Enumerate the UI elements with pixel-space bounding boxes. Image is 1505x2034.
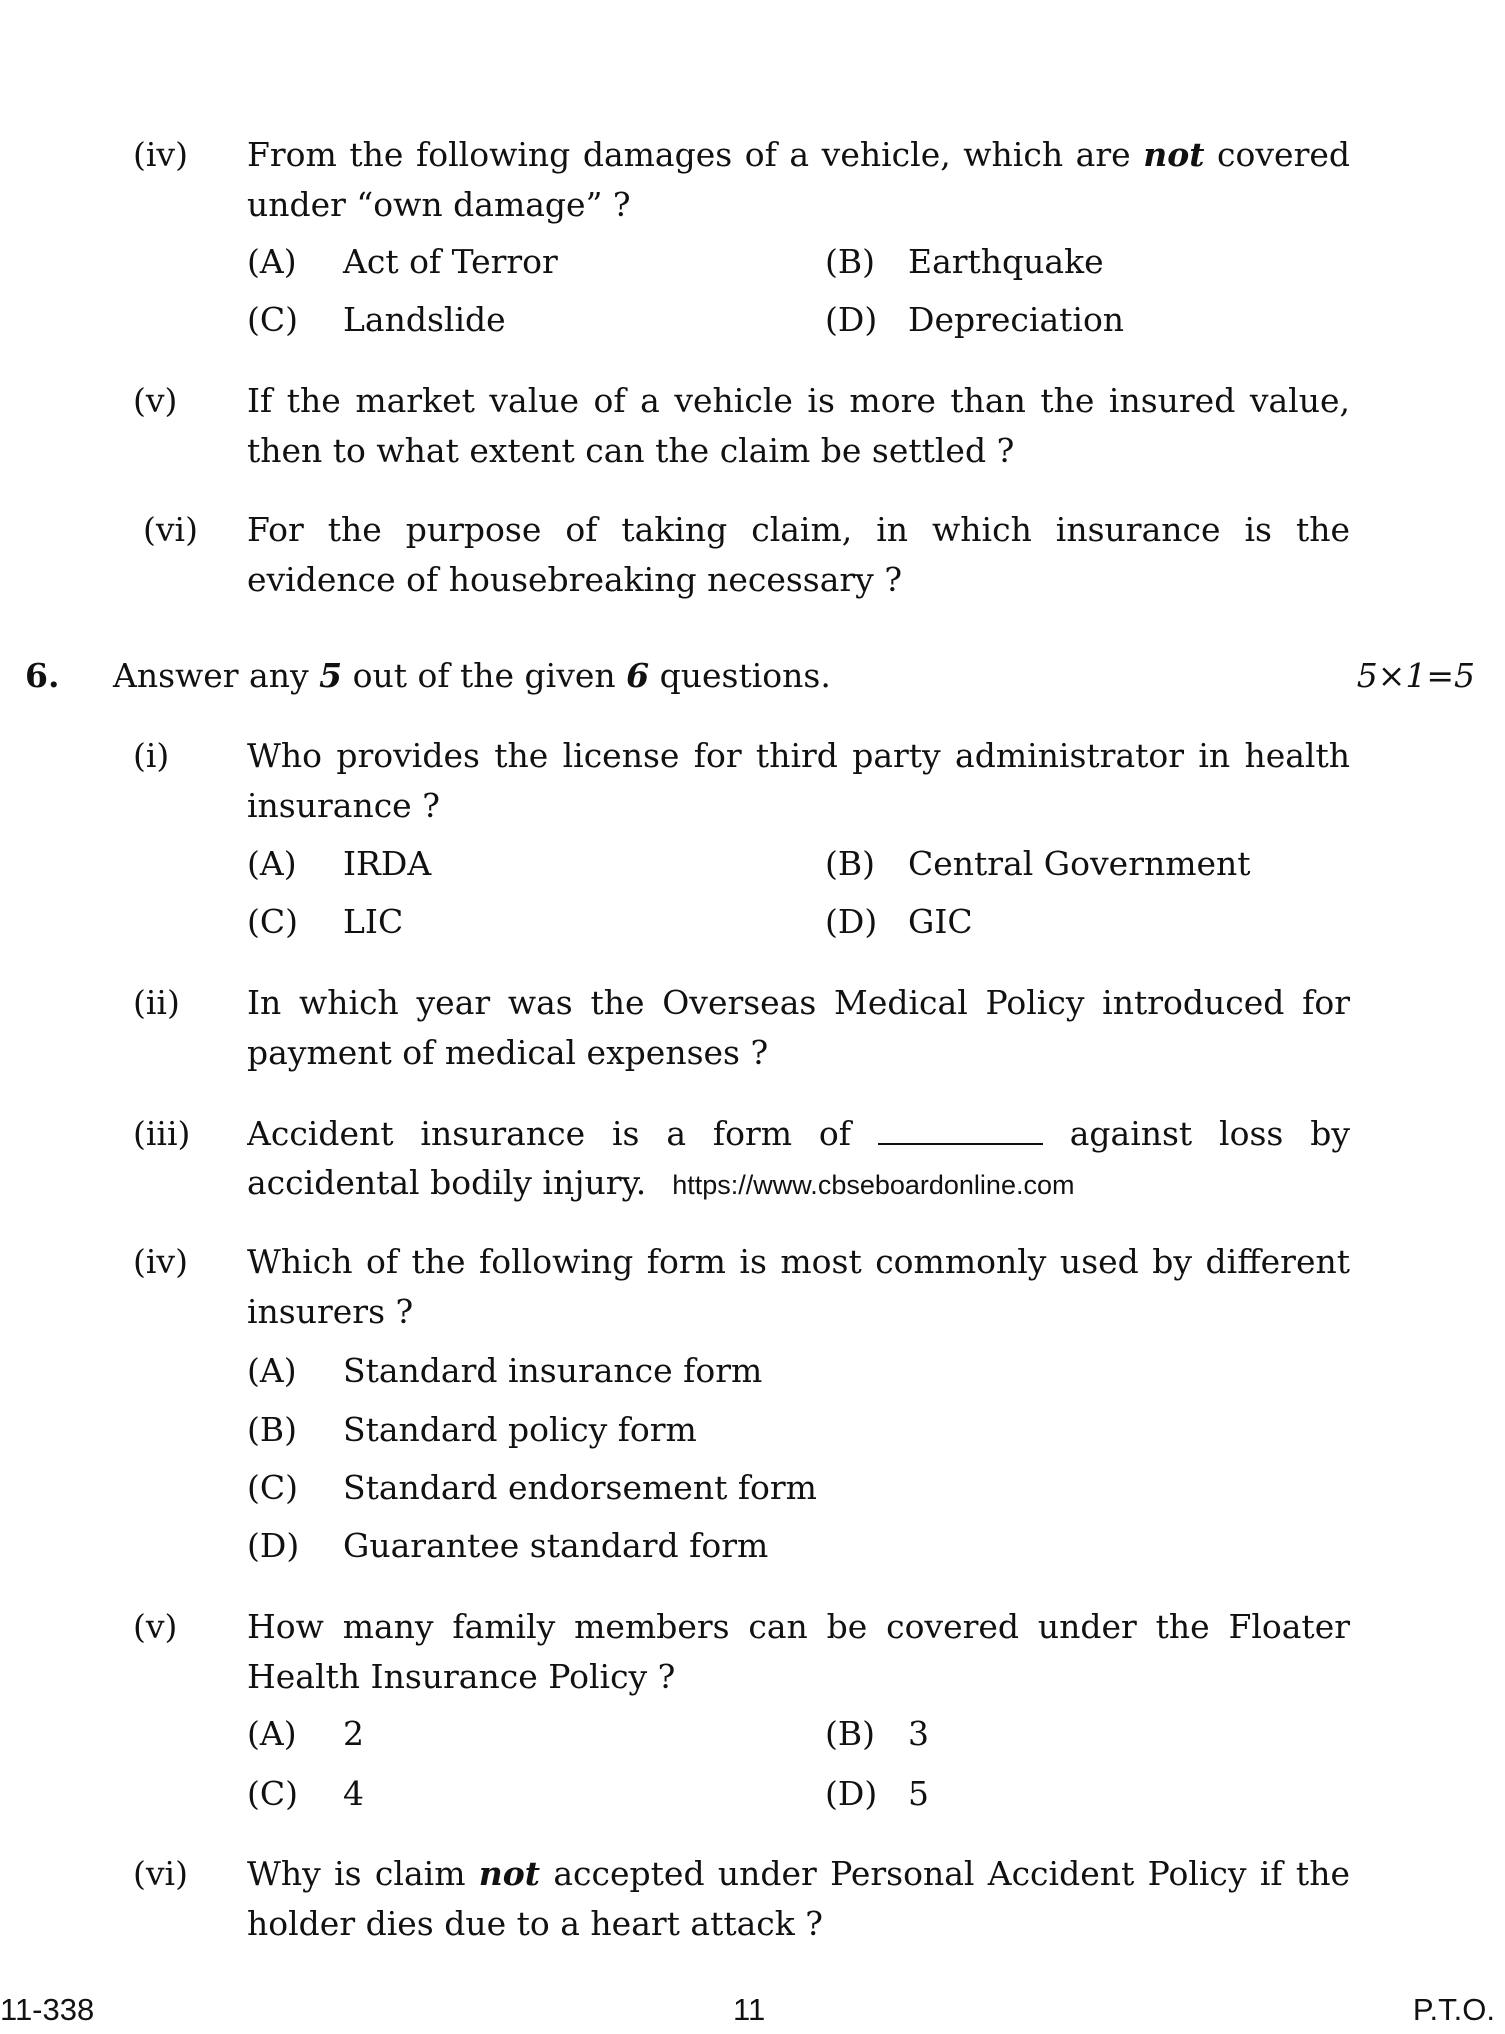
question-text: How many family members can be covered under the Floater Health Insurance Policy ? — [247, 1607, 1350, 1696]
question-text — [247, 130, 1350, 230]
option-label: (B) — [825, 242, 875, 281]
text-part: covered under “own damage” ? — [247, 135, 1350, 224]
option-text: Act of Terror — [343, 242, 558, 281]
option-text: Central Government — [908, 844, 1251, 883]
option-label: (B) — [825, 844, 875, 883]
option-label: (A) — [247, 1714, 297, 1753]
question-text — [247, 1109, 1350, 1159]
question-number: (ii) — [133, 983, 180, 1022]
text-part: accidental bodily injury. — [247, 1163, 647, 1202]
question-text: Who provides the license for third party administrator in health insurance ? — [247, 736, 1350, 825]
option-label: (D) — [247, 1526, 300, 1565]
page-number: 11 — [733, 1992, 766, 2027]
marks-allocation: 5×1=5 — [1356, 656, 1475, 695]
option-text: Standard endorsement form — [343, 1468, 817, 1507]
option-text: 5 — [908, 1774, 929, 1813]
question-number: (i) — [133, 736, 170, 775]
text-part: questions. — [649, 656, 831, 695]
please-turn-over: P.T.O. — [1412, 1992, 1495, 2027]
instruction — [113, 656, 831, 696]
option-label: (B) — [825, 1714, 875, 1753]
option-label: (D) — [825, 300, 878, 339]
emphasis-not: not — [478, 1854, 541, 1893]
question-text: In which year was the Overseas Medical Policy introduced for payment of medical expenses ? — [247, 983, 1350, 1072]
option-label: (A) — [247, 1351, 297, 1390]
emphasis-number: 6 — [626, 656, 650, 695]
emphasis-not: not — [1143, 135, 1205, 174]
option-text: Depreciation — [908, 300, 1125, 339]
option-text: 3 — [908, 1714, 929, 1753]
question-number: (iv) — [133, 135, 188, 174]
question-number: (iv) — [133, 1242, 188, 1281]
text-part: accepted under Personal Accident Policy if the holder dies due to a heart attack ? — [247, 1854, 1350, 1943]
text-part: Accident insurance is a form of — [247, 1114, 851, 1153]
option-label: (D) — [825, 902, 878, 941]
option-label: (B) — [247, 1410, 297, 1449]
text-part: Why is claim — [247, 1854, 479, 1893]
question-text: Which of the following form is most commonly used by different insurers ? — [247, 1242, 1350, 1331]
option-label: (A) — [247, 242, 297, 281]
option-text: Standard insurance form — [343, 1351, 763, 1390]
option-text: 2 — [343, 1714, 364, 1753]
text-part: Answer any — [113, 656, 320, 695]
paper-code: 11-338 — [0, 1992, 95, 2027]
emphasis-number: 5 — [319, 656, 343, 695]
text-part: out of the given — [342, 656, 627, 695]
question-number: (v) — [133, 1607, 178, 1646]
option-text: GIC — [908, 902, 973, 941]
option-text: Landslide — [343, 300, 506, 339]
text-part: From the following damages of a vehicle, which are — [247, 135, 1144, 174]
option-text: 4 — [343, 1774, 364, 1813]
option-label: (C) — [247, 902, 298, 941]
option-label: (C) — [247, 300, 298, 339]
option-text: Standard policy form — [343, 1410, 697, 1449]
option-label: (C) — [247, 1468, 298, 1507]
question-number: 6. — [25, 656, 60, 695]
fill-in-blank — [878, 1115, 1043, 1145]
option-text: IRDA — [343, 844, 432, 883]
question-number: (iii) — [133, 1114, 191, 1153]
option-label: (A) — [247, 844, 297, 883]
question-text: For the purpose of taking claim, in which insurance is the evidence of housebreaking necessary ? — [247, 510, 1350, 599]
option-text: LIC — [343, 902, 404, 941]
text-part: against loss by — [1069, 1114, 1350, 1153]
question-number: (vi) — [143, 510, 198, 549]
question-text: If the market value of a vehicle is more than the insured value, then to what extent can the claim be settled ? — [247, 381, 1350, 470]
watermark-url: https://www.cbseboardonline.com — [672, 1170, 1075, 1200]
question-number: (vi) — [133, 1854, 188, 1893]
option-label: (C) — [247, 1774, 298, 1813]
option-label: (D) — [825, 1774, 878, 1813]
option-text: Guarantee standard form — [343, 1526, 769, 1565]
question-text-line2 — [247, 1163, 1074, 1205]
question-text — [247, 1849, 1350, 1949]
option-text: Earthquake — [908, 242, 1104, 281]
question-number: (v) — [133, 381, 178, 420]
